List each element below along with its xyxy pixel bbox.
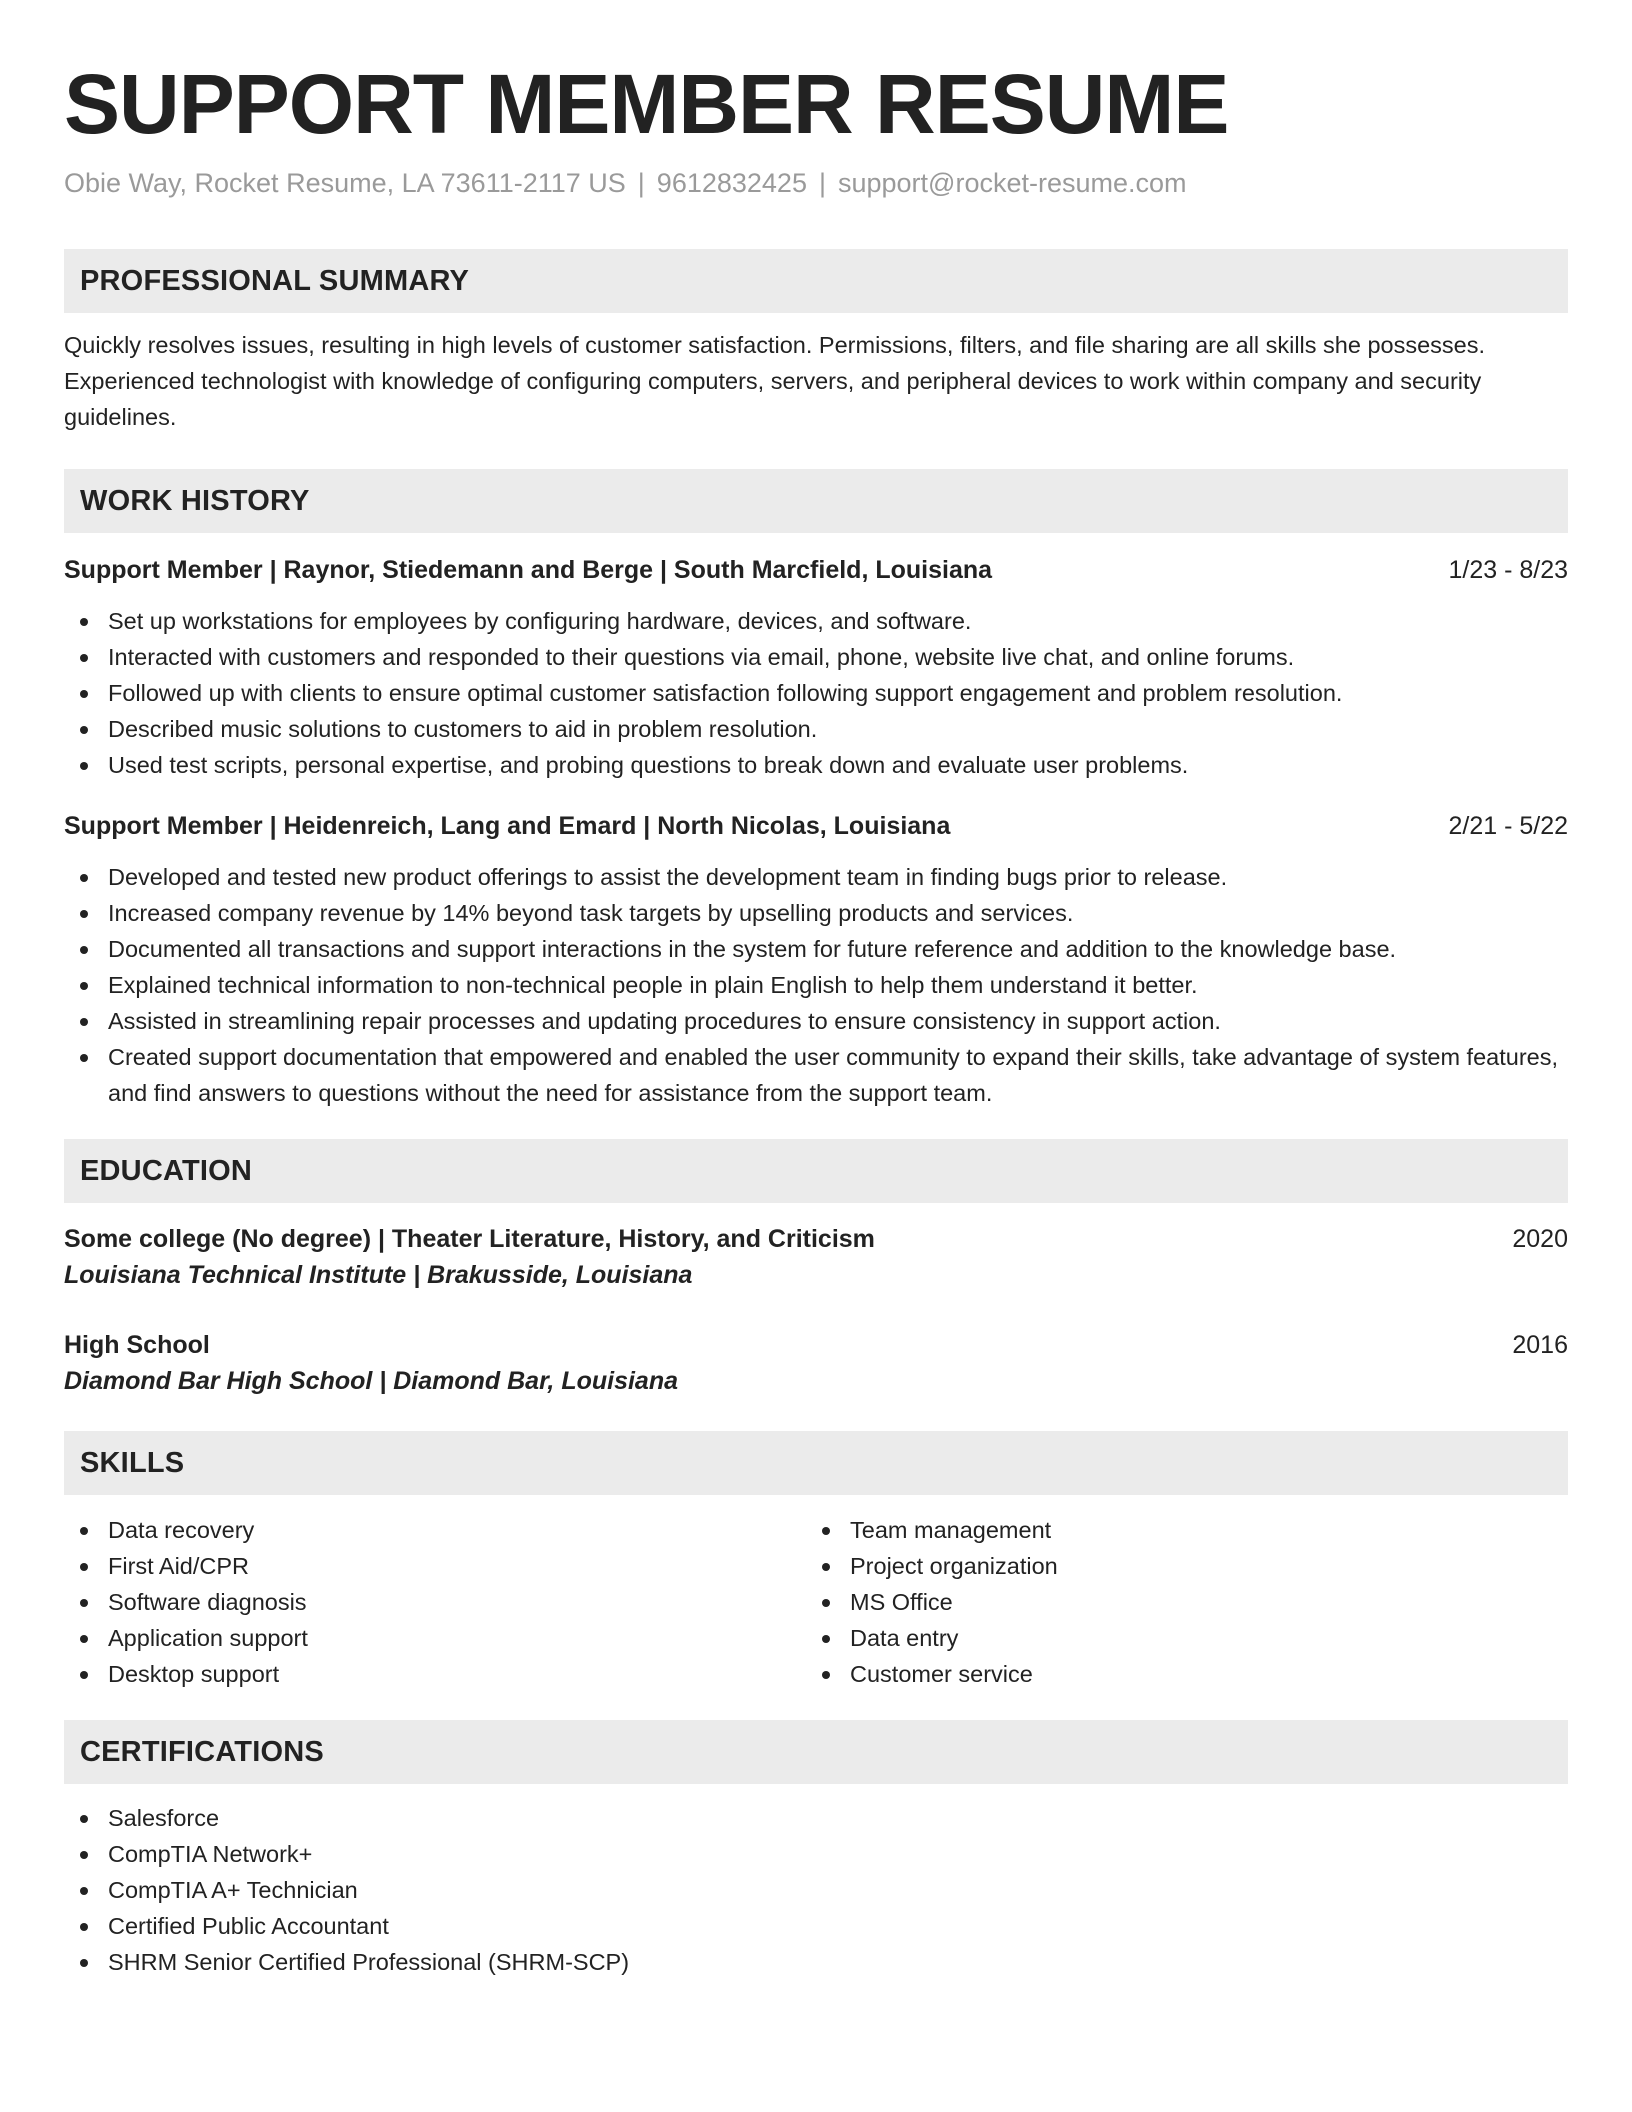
education-school: Louisiana Technical Institute | Brakusside, Louisiana [64, 1261, 693, 1289]
bullet-dot-icon [80, 1054, 88, 1062]
contact-separator: | [637, 168, 645, 198]
contact-phone: 9612832425 [656, 168, 807, 198]
certification-item: CompTIA Network+ [64, 1836, 1568, 1872]
skills-column-left [64, 1512, 806, 1692]
job-bullet: Documented all transactions and support interactions in the system for future reference and addition to the knowledge base. [64, 931, 1568, 967]
job-bullet: Created support documentation that empowered and enabled the user community to expand their skills, take advantage of system features, and find answers to questions without the need for assistance from the support team. [64, 1039, 1568, 1111]
education-title: Some college (No degree) | Theater Literature, History, and Criticism [64, 1225, 875, 1253]
job-bullet-list [64, 859, 1568, 1111]
bullet-dot-icon [80, 726, 88, 734]
bullet-dot-icon [80, 618, 88, 626]
skill-item: Data entry [806, 1620, 1548, 1656]
job-bullet-list [64, 603, 1568, 783]
bullet-dot-icon [80, 1563, 88, 1571]
job-bullet: Followed up with clients to ensure optimal customer satisfaction following support engagement and problem resolution. [64, 675, 1568, 711]
bullet-dot-icon [80, 654, 88, 662]
section-header-skills: SKILLS [64, 1431, 1568, 1495]
resume-page [64, 0, 1568, 1980]
job-dates: 2/21 - 5/22 [1448, 812, 1568, 840]
bullet-dot-icon [822, 1563, 830, 1571]
bullet-dot-icon [80, 1815, 88, 1823]
section-header-education: EDUCATION [64, 1139, 1568, 1203]
skills-columns [64, 1512, 1568, 1692]
bullet-dot-icon [80, 690, 88, 698]
bullet-dot-icon [822, 1527, 830, 1535]
education-entry [64, 1328, 1568, 1400]
job-bullet: Described music solutions to customers to aid in problem resolution. [64, 711, 1568, 747]
bullet-dot-icon [822, 1599, 830, 1607]
bullet-dot-icon [80, 1959, 88, 1967]
contact-address: Obie Way, Rocket Resume, LA 73611-2117 US [64, 168, 626, 198]
education-year: 2016 [1512, 1331, 1568, 1359]
certification-item: SHRM Senior Certified Professional (SHRM-SCP) [64, 1944, 1568, 1980]
job-bullet: Assisted in streamlining repair processes and updating procedures to ensure consistency in support action. [64, 1003, 1568, 1039]
job-bullet: Set up workstations for employees by configuring hardware, devices, and software. [64, 603, 1568, 639]
bullet-dot-icon [80, 1635, 88, 1643]
certification-list [64, 1800, 1568, 1980]
bullet-dot-icon [80, 910, 88, 918]
job-entry [64, 553, 1568, 783]
summary-text: Quickly resolves issues, resulting in high levels of customer satisfaction. Permissions, filters, and file sharing are all skills she possesses. Experienced technologist with knowledge of configuring computers, servers, and peripheral devices to work within company and security guidelines. [64, 332, 1486, 430]
section-header-summary: PROFESSIONAL SUMMARY [64, 249, 1568, 313]
bullet-dot-icon [80, 1923, 88, 1931]
education-year: 2020 [1512, 1225, 1568, 1253]
skill-item: First Aid/CPR [64, 1548, 806, 1584]
bullet-dot-icon [80, 982, 88, 990]
job-entry [64, 809, 1568, 1111]
job-dates: 1/23 - 8/23 [1448, 556, 1568, 584]
job-bullet: Increased company revenue by 14% beyond task targets by upselling products and services. [64, 895, 1568, 931]
bullet-dot-icon [80, 762, 88, 770]
bullet-dot-icon [822, 1671, 830, 1679]
bullet-dot-icon [80, 874, 88, 882]
bullet-dot-icon [80, 1018, 88, 1026]
education-entry [64, 1222, 1568, 1294]
contact-line [64, 166, 1568, 200]
job-title: Support Member | Raynor, Stiedemann and Berge | South Marcfield, Louisiana [64, 556, 993, 584]
certification-item: CompTIA A+ Technician [64, 1872, 1568, 1908]
job-bullet: Explained technical information to non-technical people in plain English to help them understand it better. [64, 967, 1568, 1003]
bullet-dot-icon [80, 1527, 88, 1535]
job-bullet: Used test scripts, personal expertise, and probing questions to break down and evaluate user problems. [64, 747, 1568, 783]
skill-item: Application support [64, 1620, 806, 1656]
bullet-dot-icon [822, 1635, 830, 1643]
certification-item: Certified Public Accountant [64, 1908, 1568, 1944]
bullet-dot-icon [80, 946, 88, 954]
job-bullet: Developed and tested new product offerings to assist the development team in finding bugs prior to release. [64, 859, 1568, 895]
skill-item: MS Office [806, 1584, 1548, 1620]
skills-column-right [806, 1512, 1548, 1692]
contact-email: support@rocket-resume.com [837, 168, 1187, 198]
skill-item: Desktop support [64, 1656, 806, 1692]
education-school: Diamond Bar High School | Diamond Bar, Louisiana [64, 1367, 679, 1395]
bullet-dot-icon [80, 1887, 88, 1895]
resume-title: SUPPORT MEMBER RESUME [64, 57, 1229, 151]
education-title: High School [64, 1331, 210, 1359]
skill-item: Project organization [806, 1548, 1548, 1584]
contact-separator: | [818, 168, 826, 198]
skill-item: Customer service [806, 1656, 1548, 1692]
certification-item: Salesforce [64, 1800, 1568, 1836]
bullet-dot-icon [80, 1851, 88, 1859]
bullet-dot-icon [80, 1599, 88, 1607]
skill-item: Data recovery [64, 1512, 806, 1548]
section-header-certifications: CERTIFICATIONS [64, 1720, 1568, 1784]
section-header-work-history: WORK HISTORY [64, 469, 1568, 533]
skill-item: Team management [806, 1512, 1548, 1548]
skill-item: Software diagnosis [64, 1584, 806, 1620]
job-title: Support Member | Heidenreich, Lang and Emard | North Nicolas, Louisiana [64, 812, 951, 840]
job-bullet: Interacted with customers and responded to their questions via email, phone, website live chat, and online forums. [64, 639, 1568, 675]
bullet-dot-icon [80, 1671, 88, 1679]
